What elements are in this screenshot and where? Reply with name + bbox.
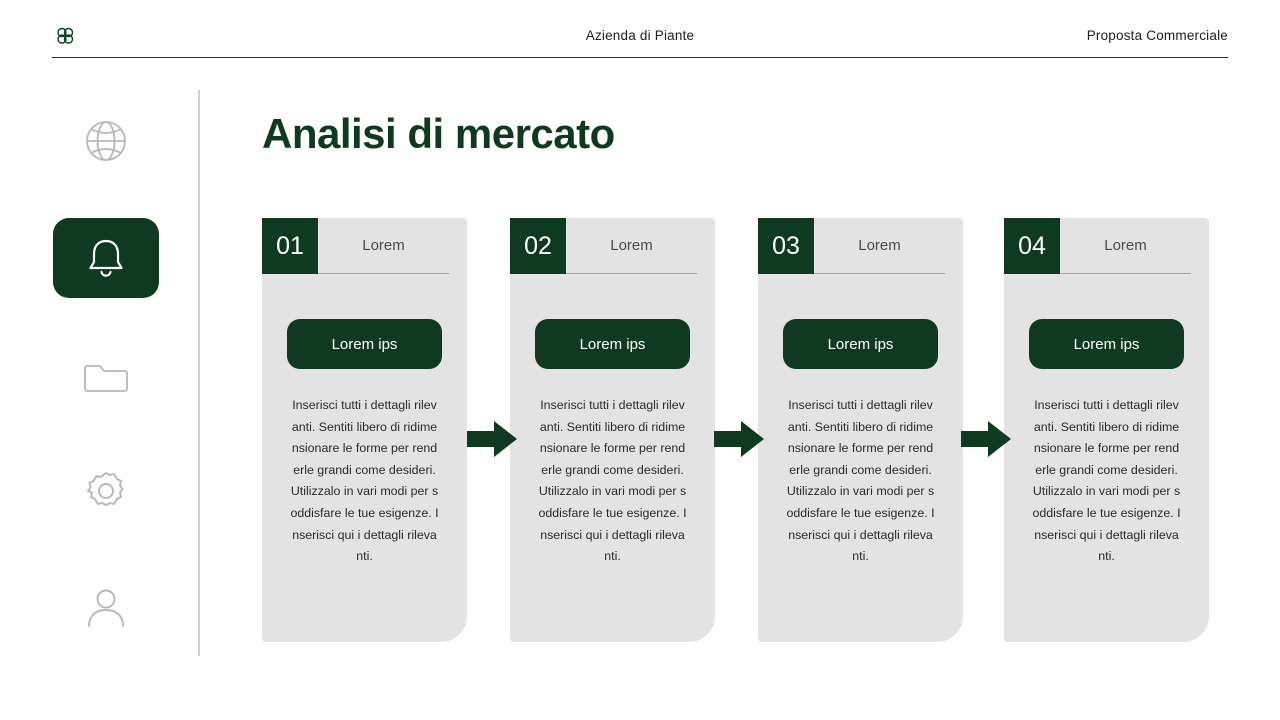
card-head-label: Lorem (318, 218, 449, 274)
card-head-label: Lorem (1060, 218, 1191, 274)
card-step[interactable] (510, 218, 715, 642)
card-body-text: Inserisci tutti i dettagli rilevanti. Sentiti libero di ridimensionare le forme per renderle grandi come desideri. Utilizzalo in vari modi per soddisfare le tue esigenze. Inserisci qui i dettagli rilevanti. (290, 398, 439, 564)
card-step[interactable] (1004, 218, 1209, 642)
sidebar (52, 90, 160, 656)
card-step[interactable] (262, 218, 467, 642)
header-right-title: Proposta Commerciale (1086, 28, 1228, 43)
card-number: 02 (510, 218, 566, 274)
page-title: Analisi di mercato (262, 110, 615, 157)
card-header (1004, 218, 1209, 280)
card-body-text: Inserisci tutti i dettagli rilevanti. Sentiti libero di ridimensionare le forme per renderle grandi come desideri. Utilizzalo in vari modi per soddisfare le tue esigenze. Inserisci qui i dettagli rilevanti. (786, 398, 935, 564)
card-header (262, 218, 467, 280)
sidebar-item-profile[interactable] (52, 568, 160, 646)
card-header (510, 218, 715, 280)
sidebar-item-folder[interactable] (52, 336, 160, 414)
card-header (758, 218, 963, 280)
card-number: 03 (758, 218, 814, 274)
card-body-text: Inserisci tutti i dettagli rilevanti. Sentiti libero di ridimensionare le forme per renderle grandi come desideri. Utilizzalo in vari modi per soddisfare le tue esigenze. Inserisci qui i dettagli rilevanti. (538, 398, 687, 564)
card-pill-button[interactable]: Lorem ips (287, 319, 442, 369)
card-step[interactable] (758, 218, 963, 642)
arrow-right-icon (710, 410, 768, 468)
vertical-divider (198, 90, 200, 656)
sidebar-item-settings[interactable] (52, 452, 160, 530)
card-body-text: Inserisci tutti i dettagli rilevanti. Sentiti libero di ridimensionare le forme per renderle grandi come desideri. Utilizzalo in vari modi per soddisfare le tue esigenze. Inserisci qui i dettagli rilevanti. (1032, 398, 1181, 564)
card-pill-button[interactable]: Lorem ips (1029, 319, 1184, 369)
slide-header (52, 14, 1228, 58)
card-pill-button[interactable]: Lorem ips (783, 319, 938, 369)
card-number: 04 (1004, 218, 1060, 274)
card-head-label: Lorem (814, 218, 945, 274)
card-number: 01 (262, 218, 318, 274)
arrow-right-icon (957, 410, 1015, 468)
card-head-label: Lorem (566, 218, 697, 274)
sidebar-item-globe[interactable] (52, 102, 160, 180)
header-center-title: Azienda di Piante (585, 28, 695, 43)
card-pill-button[interactable]: Lorem ips (535, 319, 690, 369)
sidebar-item-bell[interactable] (53, 218, 159, 298)
cards-row (262, 218, 1208, 642)
arrow-right-icon (463, 410, 521, 468)
